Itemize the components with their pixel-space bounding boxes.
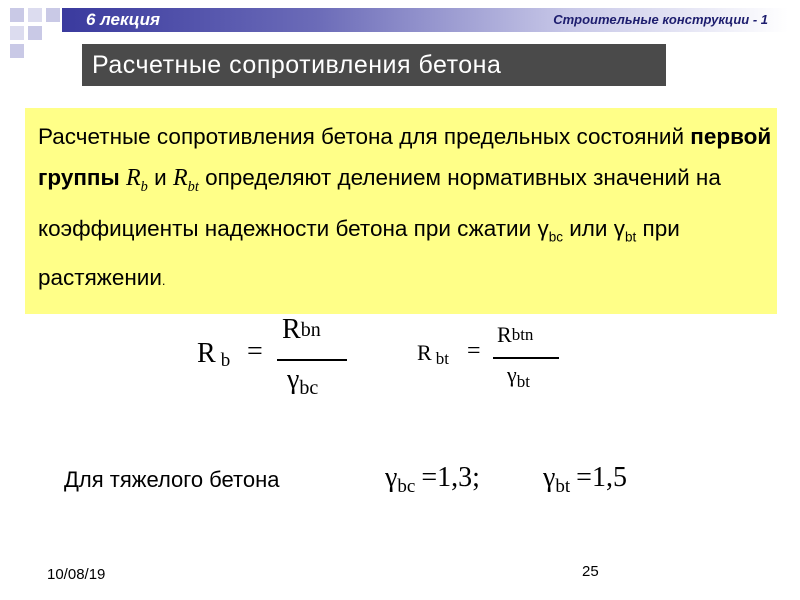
decor-square xyxy=(28,26,42,40)
symbol-rb: $R_b$ xyxy=(126,165,148,195)
heavy-concrete-gamma-bt: $\gamma_{bt} =1,5$ xyxy=(543,462,627,497)
formula-rb-denominator: $\gamma_{bc}$ xyxy=(287,364,319,399)
slide-title: Расчетные сопротивления бетона xyxy=(82,44,666,86)
page-number: 25 xyxy=(582,563,599,580)
decor-square xyxy=(28,8,42,22)
symbol-rbt: $R_{bt}$ xyxy=(172,165,199,195)
heavy-concrete-label: Для тяжелого бетона xyxy=(64,467,280,492)
lecture-number: 6 лекция xyxy=(86,10,160,29)
symbol-gamma-bc: $\gamma_{bc}$ xyxy=(537,215,563,245)
formula-rb-numerator: Rbn xyxy=(282,314,321,345)
definition-and: и xyxy=(147,165,173,190)
formula-rbt-fraction-bar xyxy=(493,357,559,359)
definition-part1: Расчетные сопротивления бетона для предельных состояний xyxy=(38,124,691,149)
formula-rbt xyxy=(417,322,582,406)
formula-rb-lhs: R b xyxy=(197,338,231,371)
formula-rb-equals: = xyxy=(247,336,263,367)
formula-rb xyxy=(197,314,362,406)
course-title: Строительные конструкции - 1 xyxy=(553,12,768,27)
decor-square xyxy=(46,8,60,22)
formula-rbt-denominator: $\gamma_{bt}$ xyxy=(507,362,530,391)
formula-rbt-lhs: R bt xyxy=(417,340,449,368)
symbol-gamma-bt: $\gamma_{bt}$ xyxy=(613,215,637,245)
definition-part2: определяют делением нормативных значений на коэффициенты надежности бетона при сжатии xyxy=(38,165,721,241)
decor-square xyxy=(10,44,24,58)
heavy-concrete-gamma-bc: $\gamma_{bc} =1,3$; xyxy=(385,462,480,497)
decor-square xyxy=(10,26,24,40)
definition-or: или xyxy=(562,215,614,241)
formula-rbt-numerator: Rbtn xyxy=(497,322,534,347)
decor-square xyxy=(10,8,24,22)
footer-date: 10/08/19 xyxy=(47,566,106,583)
definition-bold: первой группы xyxy=(38,124,772,190)
definition-part3: при растяжении xyxy=(38,215,680,291)
formula-rb-fraction-bar xyxy=(277,359,347,361)
formula-rbt-equals: = xyxy=(467,338,481,364)
definition-text: Расчетные сопротивления бетона для предельных состояний первой группы $R_b$ и $R_{bt}$ определяют делением нормативных значений на коэффициенты надежности бетона при сжатии $\gamma_{bc}$ или $\gamma_{bt}$ при растяжении. xyxy=(38,124,772,291)
